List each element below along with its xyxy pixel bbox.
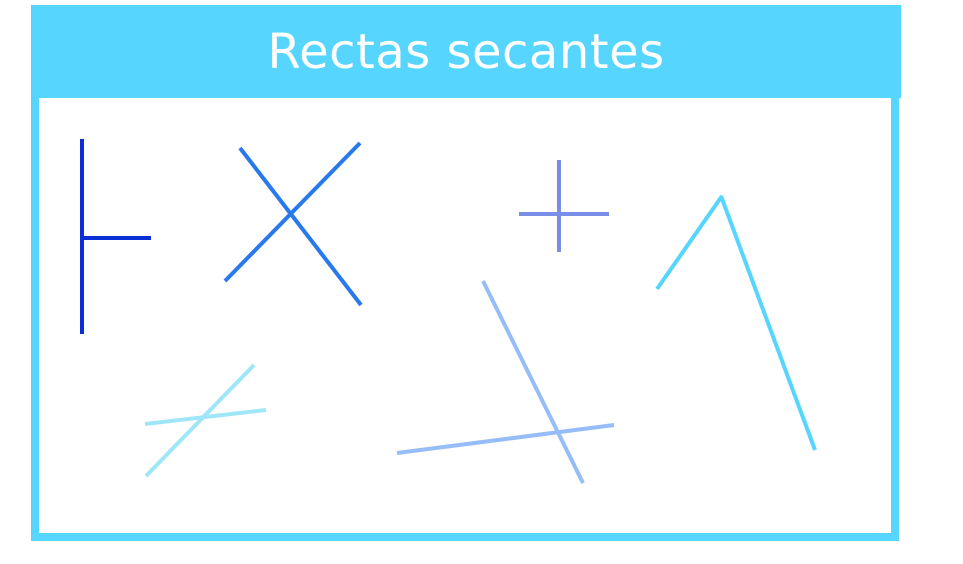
line-pair-perpendicular-t-shape (80, 139, 151, 334)
x-ascending-line (225, 143, 360, 281)
long-near-horizontal-line (397, 425, 614, 453)
diagram-title: Rectas secantes (267, 23, 665, 80)
line-pair-plus-shape (519, 160, 609, 252)
line-pair-x-shape (225, 143, 361, 305)
x-descending-line (240, 148, 361, 305)
line-pair-inverted-v-shape (657, 196, 815, 450)
line-pair-long-cross (397, 281, 614, 483)
v-long-line (721, 196, 815, 450)
long-diagonal-line (483, 281, 583, 483)
line-pair-shallow-cross (145, 365, 266, 476)
v-short-line (657, 196, 722, 289)
